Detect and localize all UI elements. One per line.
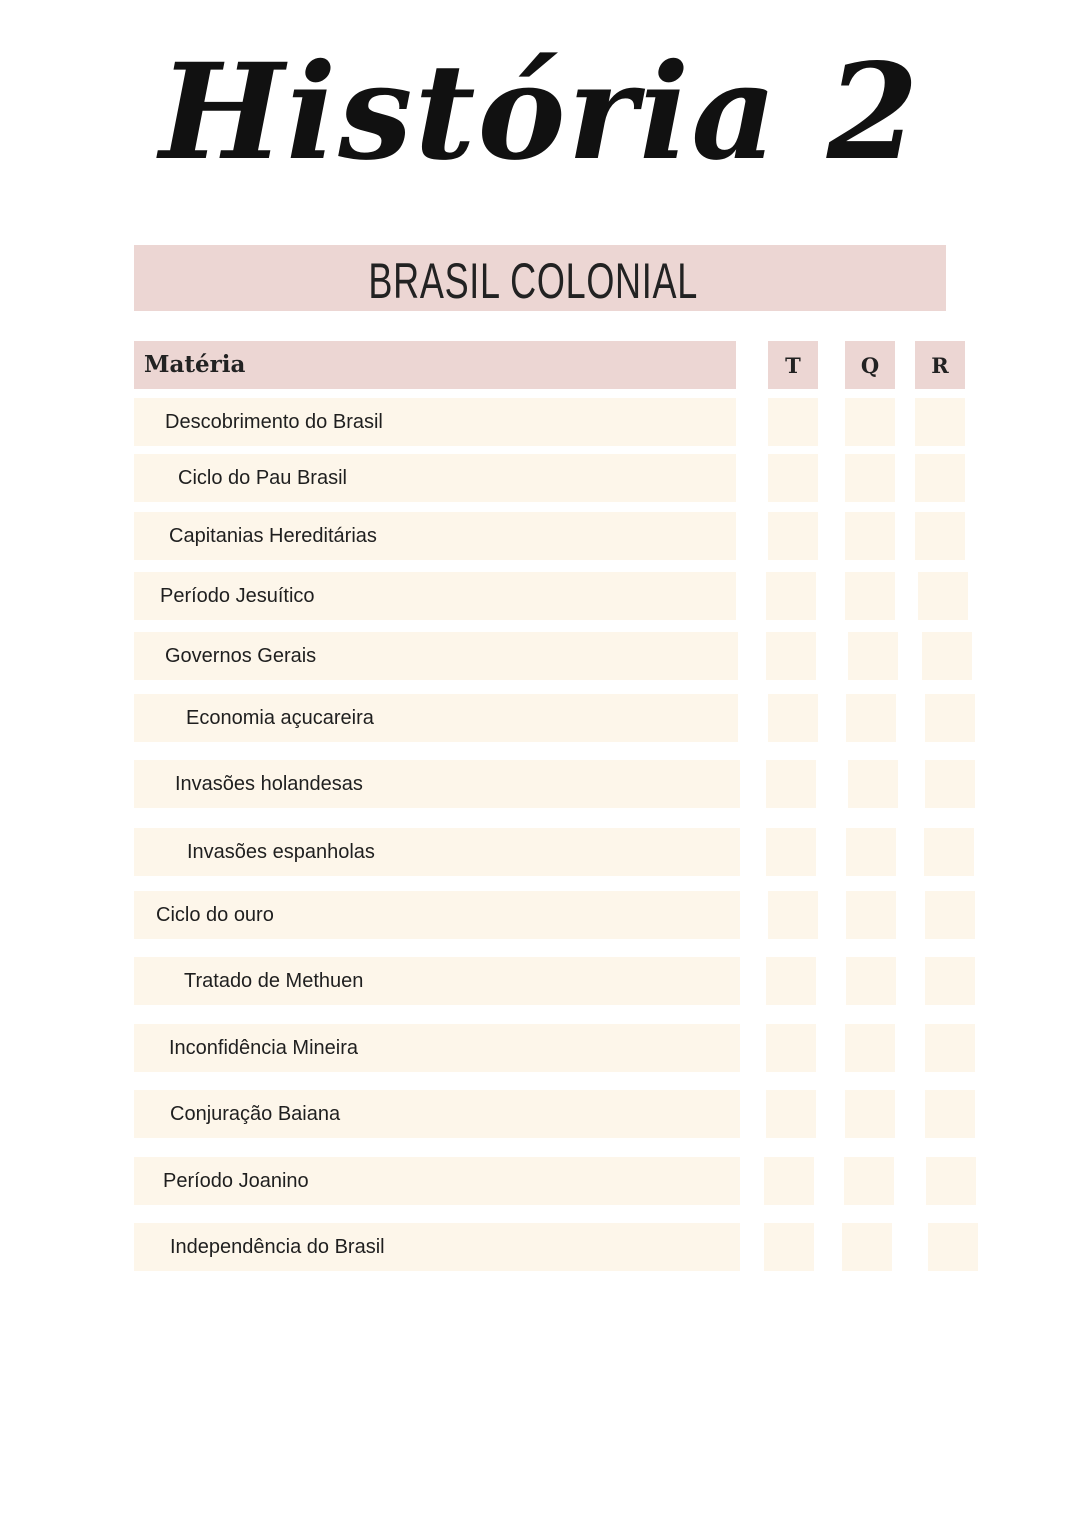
column-header-q: Q — [845, 341, 895, 389]
checkbox-q[interactable] — [846, 957, 896, 1005]
checkbox-q[interactable] — [845, 512, 895, 560]
checkbox-t[interactable] — [768, 398, 818, 446]
checkbox-t[interactable] — [766, 1024, 816, 1072]
table-row — [134, 454, 736, 502]
checkbox-t[interactable] — [766, 632, 816, 680]
checkbox-t[interactable] — [764, 1223, 814, 1271]
checkbox-t[interactable] — [766, 957, 816, 1005]
table-row — [134, 891, 740, 939]
subject-header-label: Matéria — [144, 351, 246, 378]
checkbox-q[interactable] — [845, 572, 895, 620]
checkbox-r[interactable] — [925, 760, 975, 808]
checkbox-q[interactable] — [845, 1090, 895, 1138]
checkbox-r[interactable] — [925, 957, 975, 1005]
checkbox-q[interactable] — [845, 398, 895, 446]
checkbox-r[interactable] — [922, 632, 972, 680]
checkbox-t[interactable] — [764, 1157, 814, 1205]
checkbox-r[interactable] — [918, 572, 968, 620]
row-label: Período Jesuítico — [160, 585, 315, 607]
row-label: Governos Gerais — [165, 645, 317, 667]
table-row — [134, 398, 736, 446]
table-row — [134, 957, 740, 1005]
checkbox-t[interactable] — [768, 891, 818, 939]
table-row — [134, 512, 736, 560]
page-title: História 2 — [159, 35, 921, 190]
row-label: Descobrimento do Brasil — [165, 411, 383, 433]
checkbox-q[interactable] — [848, 760, 898, 808]
column-header-r: R — [915, 341, 965, 389]
row-label: Independência do Brasil — [170, 1236, 385, 1258]
row-label: Capitanias Hereditárias — [169, 525, 377, 547]
row-label: Invasões espanholas — [187, 841, 375, 863]
checkbox-r[interactable] — [926, 1157, 976, 1205]
checkbox-r[interactable] — [924, 828, 974, 876]
section-title: BRASIL COLONIAL — [368, 253, 698, 309]
column-header-t: T — [768, 341, 818, 389]
checkbox-q[interactable] — [845, 454, 895, 502]
checkbox-r[interactable] — [915, 512, 965, 560]
table-row — [134, 1223, 740, 1271]
checkbox-q[interactable] — [846, 694, 896, 742]
checkbox-t[interactable] — [768, 512, 818, 560]
row-label: Conjuração Baiana — [170, 1103, 341, 1125]
table-row — [134, 828, 740, 876]
checkbox-t[interactable] — [766, 1090, 816, 1138]
checkbox-q[interactable] — [845, 1024, 895, 1072]
table-row — [134, 1157, 740, 1205]
row-label: Tratado de Methuen — [184, 970, 364, 992]
checkbox-t[interactable] — [768, 454, 818, 502]
table-row — [134, 694, 738, 742]
row-label: Período Joanino — [163, 1170, 309, 1192]
table-row — [134, 1090, 740, 1138]
row-label: Economia açucareira — [186, 707, 374, 729]
checkbox-t[interactable] — [766, 572, 816, 620]
table-row — [134, 572, 736, 620]
checkbox-t[interactable] — [766, 828, 816, 876]
checkbox-q[interactable] — [846, 828, 896, 876]
checkbox-q[interactable] — [842, 1223, 892, 1271]
row-label: Ciclo do Pau Brasil — [178, 467, 347, 489]
checkbox-r[interactable] — [925, 891, 975, 939]
checkbox-r[interactable] — [925, 1090, 975, 1138]
subject-header — [134, 341, 736, 389]
checkbox-q[interactable] — [846, 891, 896, 939]
checkbox-t[interactable] — [768, 694, 818, 742]
table-row — [134, 632, 738, 680]
checkbox-r[interactable] — [925, 694, 975, 742]
checkbox-r[interactable] — [928, 1223, 978, 1271]
checkbox-q[interactable] — [848, 632, 898, 680]
section-banner — [134, 245, 946, 311]
row-label: Invasões holandesas — [175, 773, 363, 795]
checkbox-q[interactable] — [844, 1157, 894, 1205]
checkbox-r[interactable] — [915, 398, 965, 446]
checkbox-r[interactable] — [915, 454, 965, 502]
table-row — [134, 760, 740, 808]
checkbox-t[interactable] — [766, 760, 816, 808]
checkbox-r[interactable] — [925, 1024, 975, 1072]
row-label: Ciclo do ouro — [156, 904, 274, 926]
row-label: Inconfidência Mineira — [169, 1037, 358, 1059]
table-row — [134, 1024, 740, 1072]
